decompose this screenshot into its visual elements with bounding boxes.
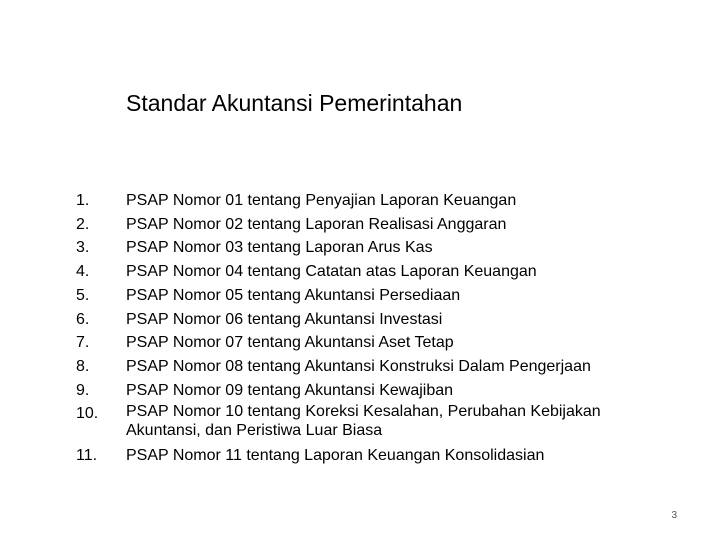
list-item xyxy=(76,355,676,379)
psap-list xyxy=(76,189,676,468)
list-item-text: PSAP Nomor 01 tentang Penyajian Laporan Keuangan xyxy=(126,192,517,209)
list-item-number: 8. xyxy=(76,357,90,375)
list-item-text: PSAP Nomor 08 tentang Akuntansi Konstruksi Dalam Pengerjaan xyxy=(126,357,591,375)
list-item xyxy=(76,379,676,403)
list-item-text: PSAP Nomor 11 tentang Laporan Keuangan Konsolidasian xyxy=(126,447,545,465)
list-item-text: PSAP Nomor 05 tentang Akuntansi Persediaan xyxy=(126,286,461,304)
list-item xyxy=(76,236,676,260)
list-item xyxy=(76,189,676,213)
list-item-text: PSAP Nomor 02 tentang Laporan Realisasi Anggaran xyxy=(126,215,507,233)
list-item-text: PSAP Nomor 09 tentang Akuntansi Kewajiban xyxy=(126,381,454,399)
list-item xyxy=(76,402,676,444)
list-item-number: 3. xyxy=(76,239,90,257)
list-item-text: PSAP Nomor 07 tentang Akuntansi Aset Tetap xyxy=(126,334,454,352)
list-item-number: 11. xyxy=(76,447,98,465)
list-item-number: 7. xyxy=(76,334,90,352)
slide-title: Standar Akuntansi Pemerintahan xyxy=(126,90,463,116)
list-item-number: 10. xyxy=(76,405,99,423)
list-item-text: PSAP Nomor 06 tentang Akuntansi Investasi xyxy=(126,310,443,328)
list-item-number: 6. xyxy=(76,310,90,328)
list-item-text: PSAP Nomor 03 tentang Laporan Arus Kas xyxy=(126,239,433,257)
list-item-number: 9. xyxy=(76,381,90,399)
list-item xyxy=(76,260,676,284)
list-item xyxy=(76,284,676,308)
list-item xyxy=(76,308,676,332)
list-item-number: 1. xyxy=(76,192,90,209)
list-item-text: PSAP Nomor 10 tentang Koreksi Kesalahan, Perubahan Kebijakan Akuntansi, dan Peristiwa Luar Biasa xyxy=(126,403,601,440)
list-item-number: 5. xyxy=(76,286,90,304)
list-item-number: 2. xyxy=(76,215,90,233)
page-number: 3 xyxy=(671,510,677,521)
list-item xyxy=(76,444,676,468)
list-item-number: 4. xyxy=(76,263,90,281)
list-item xyxy=(76,213,676,237)
list-item-text: PSAP Nomor 04 tentang Catatan atas Laporan Keuangan xyxy=(126,263,537,281)
list-item xyxy=(76,331,676,355)
